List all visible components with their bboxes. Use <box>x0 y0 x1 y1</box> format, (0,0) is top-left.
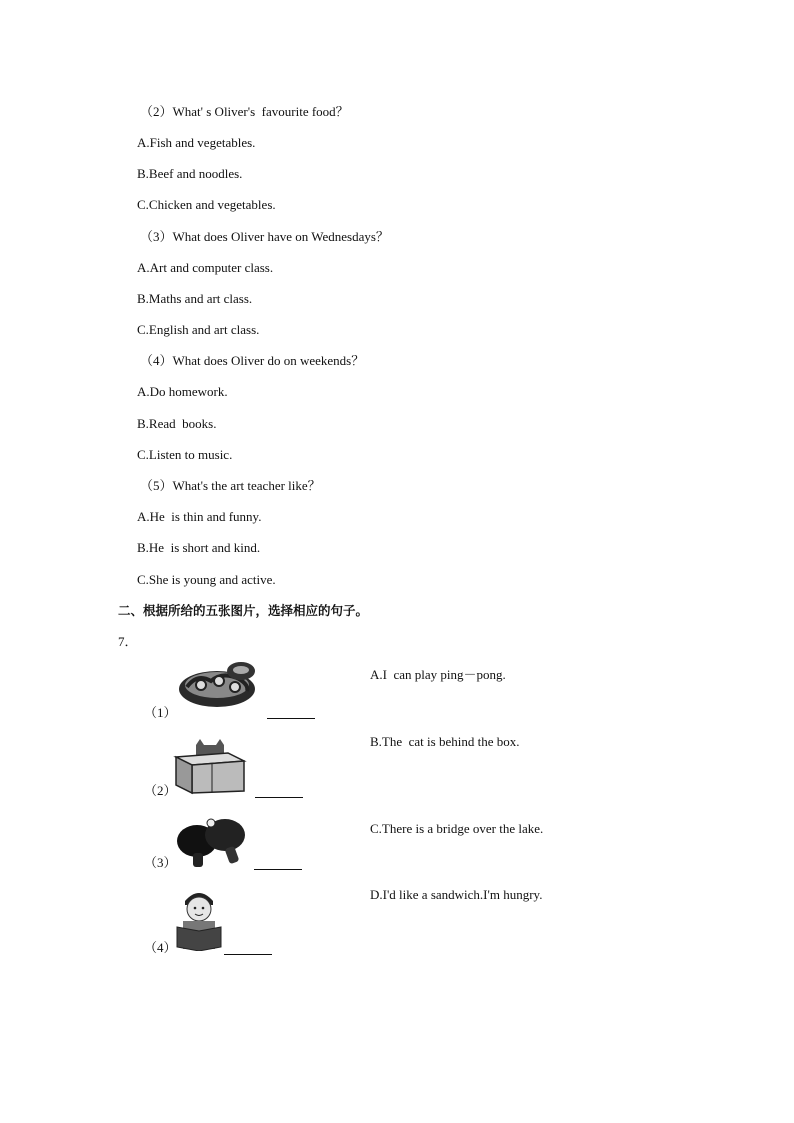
food-icon <box>175 657 259 711</box>
question-3-stem: （3）What does Oliver have on Wednesdays？ <box>140 229 389 244</box>
sentence-c: C.There is a bridge over the lake. <box>370 821 544 836</box>
sentence-b: B.The cat is behind the box. <box>370 734 520 749</box>
section-title: 二、根据所给的五张图片，选择相应的句子。 <box>118 603 369 618</box>
question-4-option-b: B.Read books. <box>137 416 217 431</box>
question-4-stem: （4）What does Oliver do on weekends？ <box>140 353 365 368</box>
question-5-option-a: A.He is thin and funny. <box>137 509 262 524</box>
question-2-option-b: B.Beef and noodles. <box>137 166 243 181</box>
question-number: 7． <box>118 634 138 649</box>
item-2-answer-blank[interactable] <box>255 797 303 798</box>
question-4-option-c: C.Listen to music. <box>137 447 233 462</box>
question-5-stem: （5）What's the art teacher like？ <box>140 478 321 493</box>
item-3-label: （3） <box>144 855 177 870</box>
item-4-label: （4） <box>144 940 177 955</box>
item-4-answer-blank[interactable] <box>224 954 272 955</box>
item-2-label: （2） <box>144 783 177 798</box>
question-5-option-b: B.He is short and kind. <box>137 540 261 555</box>
ping-pong-paddles-icon <box>175 817 247 869</box>
question-2-stem: （2）What' s Oliver's favourite food？ <box>140 104 349 119</box>
sentence-a: A.I can play ping－pong. <box>370 667 506 682</box>
question-3-option-a: A.Art and computer class. <box>137 260 274 275</box>
question-2-option-a: A.Fish and vegetables. <box>137 135 256 150</box>
question-2-option-c: C.Chicken and vegetables. <box>137 197 276 212</box>
question-3-option-b: B.Maths and art class. <box>137 291 253 306</box>
cat-box-icon <box>172 737 248 795</box>
question-3-option-c: C.English and art class. <box>137 322 260 337</box>
sentence-d: D.I'd like a sandwich.I'm hungry. <box>370 887 543 902</box>
question-4-option-a: A.Do homework. <box>137 384 228 399</box>
boy-reading-icon <box>175 887 223 951</box>
item-1-answer-blank[interactable] <box>267 718 315 719</box>
item-1-label: （1） <box>144 705 177 720</box>
question-5-option-c: C.She is young and active. <box>137 572 276 587</box>
item-3-answer-blank[interactable] <box>254 869 302 870</box>
